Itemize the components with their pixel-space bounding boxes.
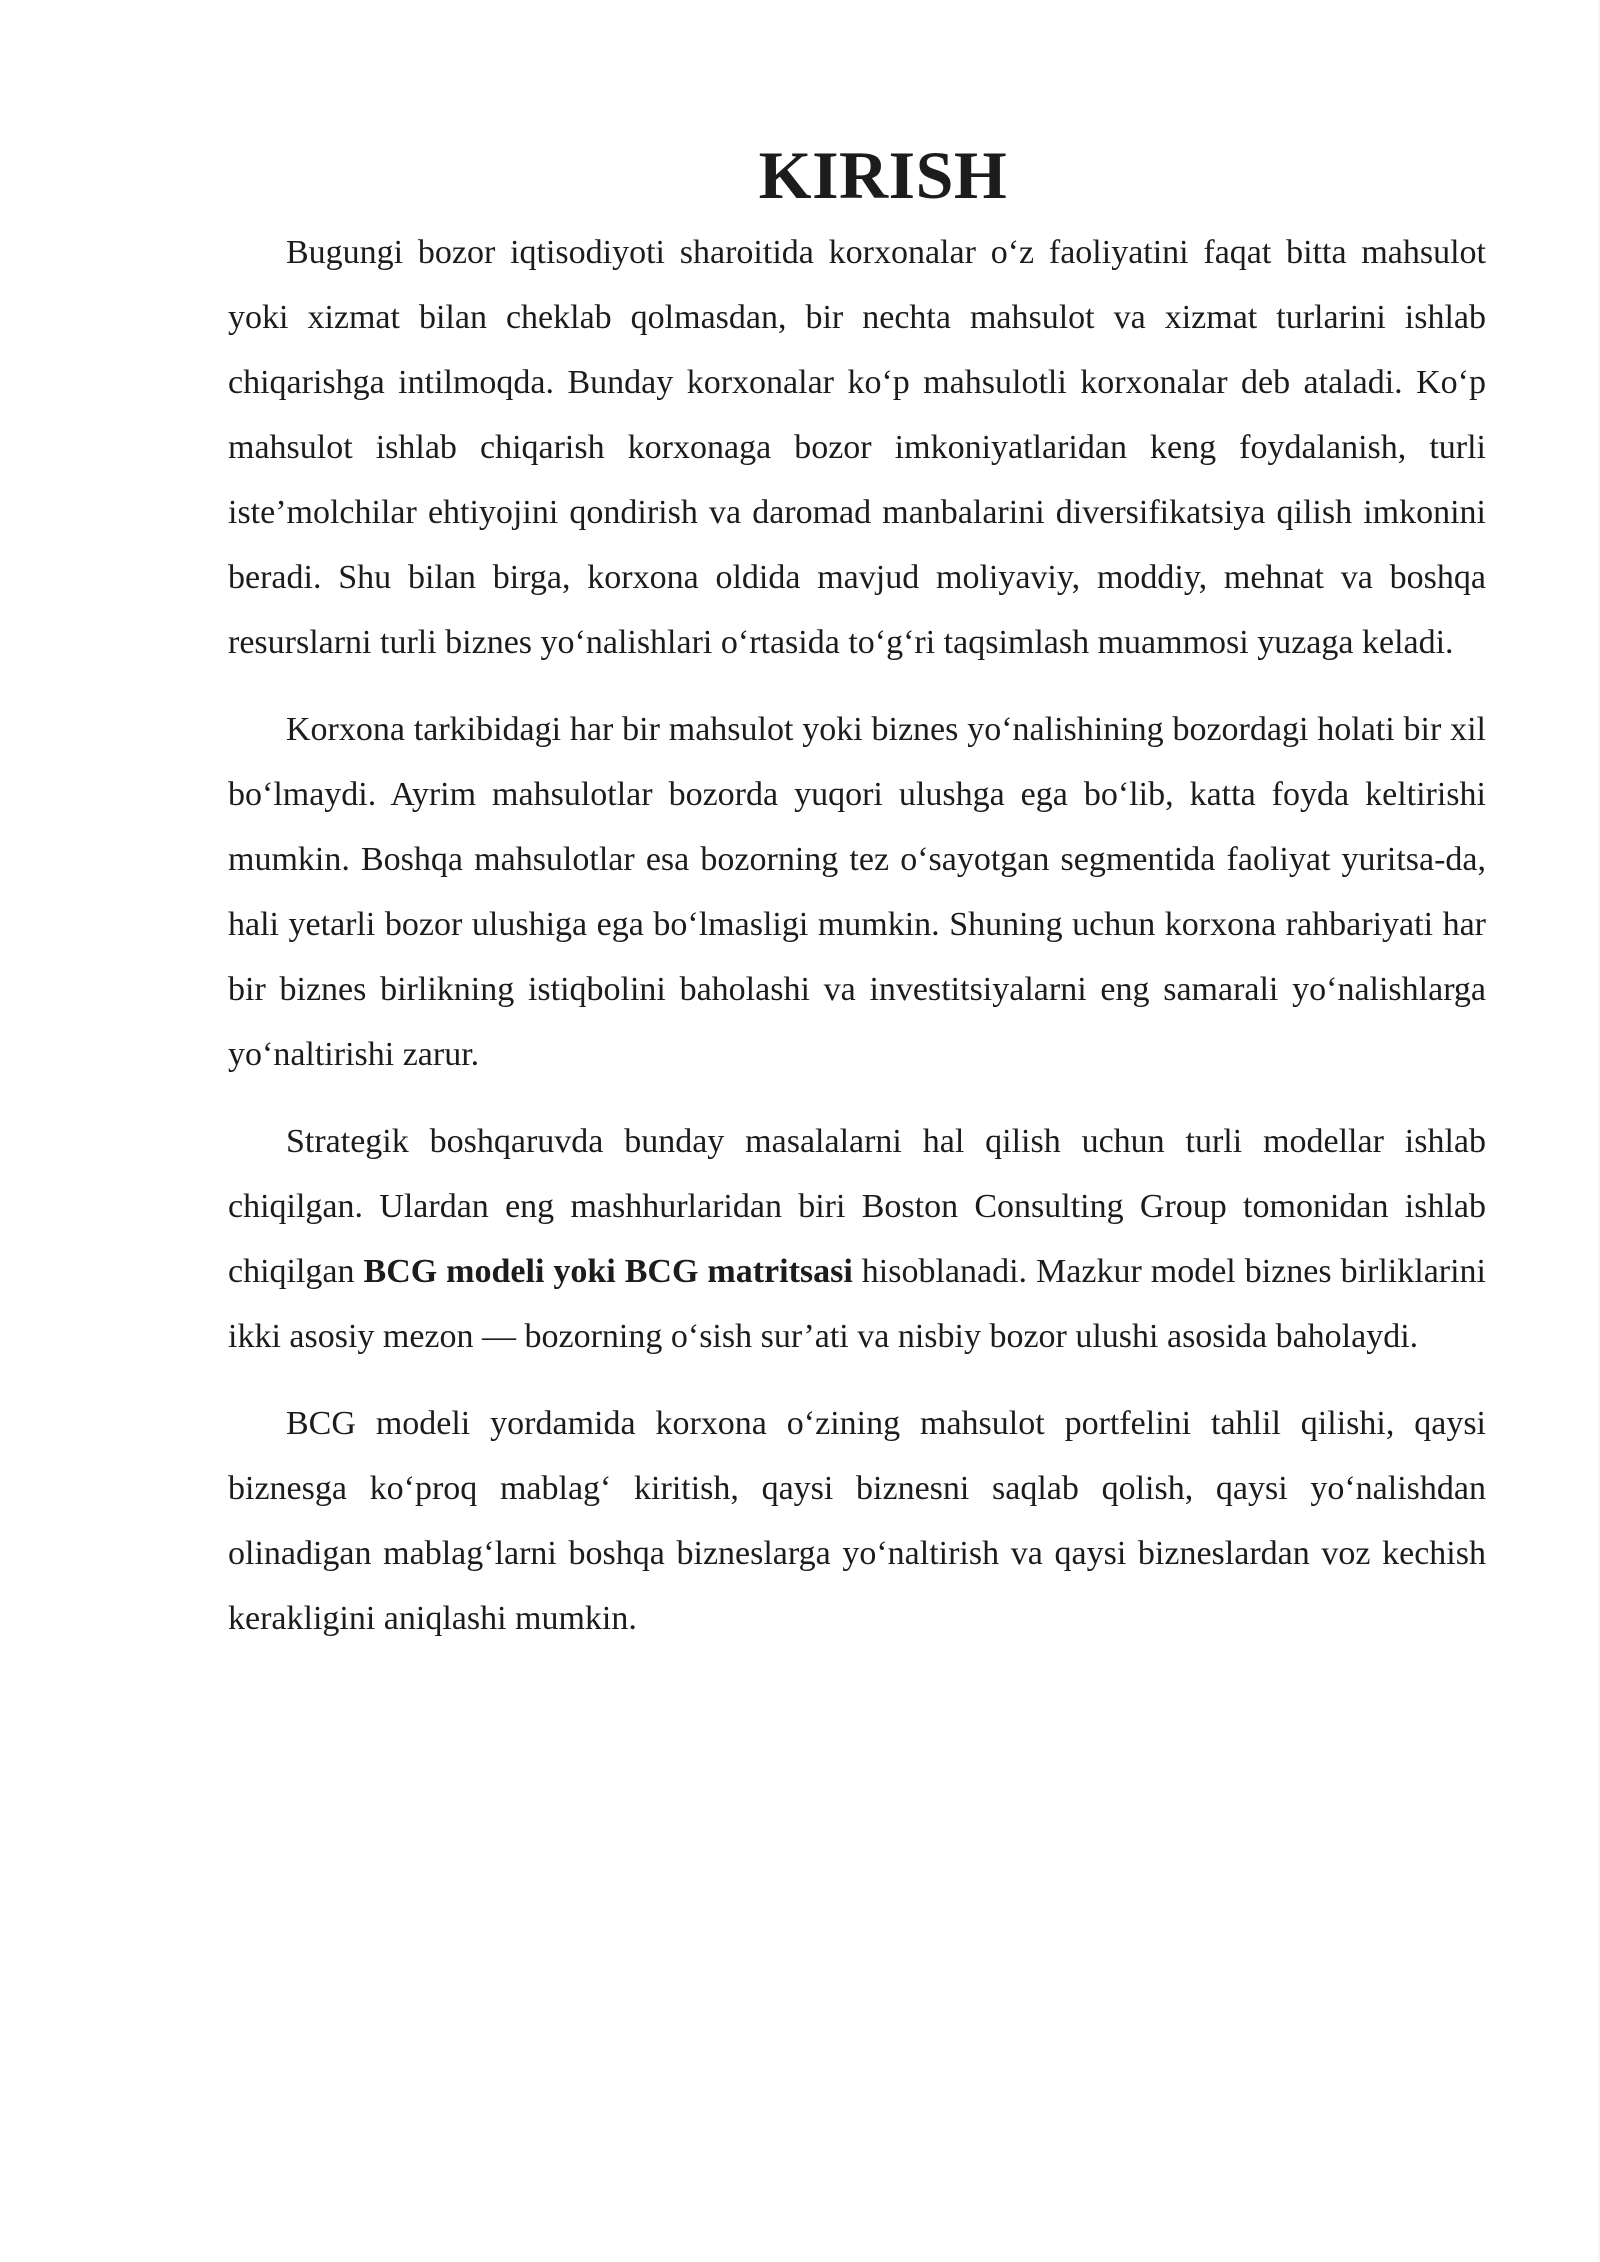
bcg-model-emphasis: BCG modeli yoki BCG matritsasi xyxy=(363,1253,853,1290)
page-title: KIRISH xyxy=(758,137,1008,213)
paragraph-4: BCG modeli yordamida korxona o‘zining mahsulot portfelini tahlil qilishi, qaysi biznesga ko‘proq mablag‘ kiritish, qaysi biznesni saqlab qolish, qaysi yo‘nalishdan olinadigan mablag‘larni boshqa bizneslarga yo‘naltirish va qaysi bizneslardan voz kechish kerakligini aniqlashi mumkin. xyxy=(228,1405,1486,1637)
paragraph-2: Korxona tarkibidagi har bir mahsulot yoki biznes yo‘nalishining bozordagi holati bir xil bo‘lmaydi. Ayrim mahsulotlar bozorda yuqori ulushga ega bo‘lib, katta foyda keltirishi mumkin. Boshqa mahsulotlar esa bozorning tez o‘sayotgan segmentida faoliyat yuritsa-da, hali yetarli bozor ulushiga ega bo‘lmasligi mumkin. Shuning uchun korxona rahbariyati har bir biznes birlikning istiqbolini baholashi va investitsiyalarni eng samarali yo‘nalishlarga yo‘naltirishi zarur. xyxy=(228,711,1486,1073)
paragraph-3 xyxy=(228,1109,1486,1369)
paragraph-3-text-start: Strategik boshqaruvda bunday masalalarni hal qilish uchun turli modellar ishlab chiqilgan. Ulardan eng mashhurlaridan biri Boston Consulting Group tomonidan ishlab chiqilgan xyxy=(228,1123,1486,1290)
paragraph-3-text-end: hisoblanadi. Mazkur model biznes birliklarini ikki asosiy mezon — bozorning o‘sish sur’ati va nisbiy bozor ulushi asosida baholaydi. xyxy=(228,1253,1486,1355)
paragraph-1: Bugungi bozor iqtisodiyoti sharoitida korxonalar o‘z faoliyatini faqat bitta mahsulot yoki xizmat bilan cheklab qolmasdan, bir nechta mahsulot va xizmat turlarini ishlab chiqarishga intilmoqda. Bunday korxonalar ko‘p mahsulotli korxonalar deb ataladi. Ko‘p mahsulot ishlab chiqarish korxonaga bozor imkoniyatlaridan keng foydalanish, turli iste’molchilar ehtiyojini qondirish va daromad manbalarini diversifikatsiya qilish imkonini beradi. Shu bilan birga, korxona oldida mavjud moliyaviy, moddiy, mehnat va boshqa resurslarni turli biznes yo‘nalishlari o‘rtasida to‘g‘ri taqsimlash muammosi yuzaga keladi. xyxy=(228,234,1486,661)
document-body xyxy=(228,137,1486,1673)
